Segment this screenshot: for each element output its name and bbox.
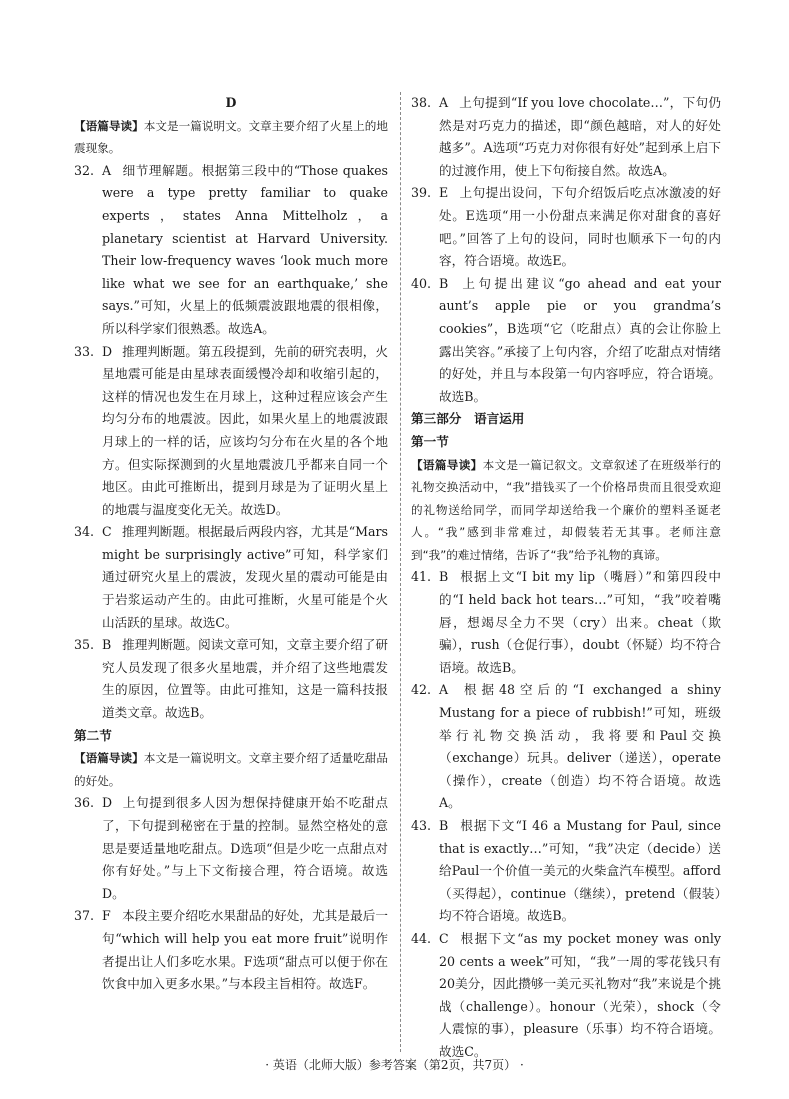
section-heading: 第一节 xyxy=(411,433,449,449)
answer-letter: D xyxy=(102,343,113,359)
answer-item-34 xyxy=(74,521,388,634)
explanation: 根据下文“as my pocket money was only 20 cents a week”可知，“我”一周的零花钱只有20美分，因此攒够一美元买礼物对“我”来说是个挑战（challenge）。honour（光荣），shock（令人震惊的事），pleasure（乐事）均不符合语境。故选C。 xyxy=(439,930,721,1059)
question-number: 35. xyxy=(74,637,95,653)
explanation: 推理判断题。根据最后两段内容，尤其是“Mars might be surprisingly active”可知，科学家们通过研究火星上的震波，发现火星的震动可能是由于岩浆运动产生的。由此可推断，火星可能是个火山活跃的星球。故选C。 xyxy=(102,524,389,630)
answer-item-33 xyxy=(74,341,388,522)
question-number: 36. xyxy=(74,795,95,811)
right-column xyxy=(411,92,721,1064)
question-number: 32. xyxy=(74,162,95,178)
question-number: 38. xyxy=(411,95,432,110)
answer-letter: F xyxy=(102,908,111,924)
question-number: 42. xyxy=(411,682,432,698)
explanation: 推理判断题。第五段提到，先前的研究表明，火星地震可能是由星球表面缓慢冷却和收缩引起的，这样的情况也发生在月球上，这种过程应该会产生均匀分布的地震波。因此，如果火星上的地震波跟月球上的一样的话，应该均匀分布在火星的各个地方。但实际探测到的火星地震波几乎都来自同一个地区。由此可推断出，提到月球是为了证明火星上的地震与温度变化无关。故选D。 xyxy=(102,343,388,517)
intro-tag: 【语篇导读】 xyxy=(74,118,144,133)
explanation: 细节理解题。根据第三段中的“Those quakes were a type pretty familiar to quake experts，states Anna Mittelholz，a planetary scientist at Harvard University. Their low-frequency waves ‘look much more like what we see for an earthquake,’ she says.”可知，火星上的低频震波跟地震的很相像，所以科学家们很熟悉。故选A。 xyxy=(102,162,388,336)
answer-item-38 xyxy=(411,92,721,182)
intro-text: 本文是一篇说明文。文章主要介绍了适量吃甜品的好处。 xyxy=(74,751,388,788)
intro-text: 本文是一篇说明文。文章主要介绍了火星上的地震现象。 xyxy=(74,118,388,156)
answer-item-42 xyxy=(411,679,721,815)
answer-item-41 xyxy=(411,566,721,679)
answer-letter: A xyxy=(439,682,449,698)
question-number: 44. xyxy=(411,930,432,946)
question-number: 41. xyxy=(411,569,432,585)
answer-letter: D xyxy=(102,795,113,811)
column-divider xyxy=(400,92,401,1052)
answer-item-43 xyxy=(411,815,721,928)
answer-item-36 xyxy=(74,792,388,905)
passage-intro xyxy=(74,115,388,160)
explanation: 上句提到很多人因为想保持健康开始不吃甜点了，下句提到秘密在于量的控制。显然空格处的意思是要适量地吃甜点。D选项“但是少吃一点甜点对你有好处。”与上下文衔接合理，符合语境。故选D。 xyxy=(102,795,388,901)
passage-intro xyxy=(411,454,721,567)
answer-letter: B xyxy=(439,275,449,291)
explanation: 上句提出建议“go ahead and eat your aunt’s apple pie or you grandma’s cookies”，B选项“它（吃甜点）真的会让你脸上露出笑容。”承接了上句内容，介绍了吃甜点对情绪的好处，并且与本段第一句内容呼应，符合语境。故选B。 xyxy=(439,275,721,404)
answer-letter: B xyxy=(439,569,449,585)
explanation: 推理判断题。阅读文章可知，文章主要介绍了研究人员发现了很多火星地震，并介绍了这些地震发生的原因，位置等。由此可推知，这是一篇科技报道类文章。故选B。 xyxy=(102,637,388,721)
explanation: 上句提到“If you love chocolate…”，下句仍然是对巧克力的描述，即“颜色越暗，对人的好处越多”。A选项“巧克力对你很有好处”起到承上启下的过渡作用，使上下句衔接自然。故选A。 xyxy=(439,95,721,178)
explanation: 根据上文“I bit my lip（嘴唇）”和第四段中的“I held back hot tears…”可知，“我”咬着嘴唇，想竭尽全力不哭（cry）出来。cheat（欺骗），rush（仓促行事），doubt（怀疑）均不符合语境。故选B。 xyxy=(439,569,721,675)
answer-letter: B xyxy=(102,637,112,653)
answer-letter: A xyxy=(102,162,112,178)
question-number: 37. xyxy=(74,908,95,924)
answer-letter: C xyxy=(102,524,112,540)
passage-intro xyxy=(74,747,388,792)
answer-item-44 xyxy=(411,928,721,1064)
explanation: 上句提出设问，下句介绍饭后吃点冰激凌的好处。E选项“用一小份甜点来满足你对甜食的喜好吧。”回答了上句的设问，同时也顺承下一句的内容，符合语境。故选E。 xyxy=(439,185,721,269)
answer-letter: E xyxy=(439,185,449,201)
answer-item-39 xyxy=(411,182,721,272)
question-number: 40. xyxy=(411,275,432,291)
question-number: 34. xyxy=(74,524,95,540)
answer-letter: A xyxy=(439,95,449,110)
answer-letter: C xyxy=(439,930,449,946)
page-footer: · 英语（北师大版）参考答案（第2页，共7页） · xyxy=(265,1058,524,1072)
answer-item-35 xyxy=(74,634,388,724)
section-heading: 第二节 xyxy=(74,727,112,743)
question-number: 43. xyxy=(411,818,432,833)
left-column xyxy=(74,92,388,996)
answer-item-32 xyxy=(74,160,388,341)
passage-letter: D xyxy=(225,95,237,110)
answer-item-40 xyxy=(411,273,721,409)
question-number: 39. xyxy=(411,185,432,201)
explanation: 本段主要介绍吃水果甜品的好处，尤其是最后一句“which will help you eat more fruit”说明作者提出让人们多吃水果。F选项“甜点可以便于你在饮食中加入更多水果。”与本段主旨相符。故选F。 xyxy=(102,908,388,992)
intro-tag: 【语篇导读】 xyxy=(74,751,144,766)
part-heading: 第三部分 语言运用 xyxy=(411,411,525,427)
explanation: 根据下文“I 46 a Mustang for Paul, since that is exactly…”可知，“我”决定（decide）送给Paul一个价值一美元的火柴盒汽车模型。afford（买得起），continue（继续），pretend（假装）均不符合语境。故选B。 xyxy=(439,818,721,924)
answer-letter: B xyxy=(439,818,449,833)
explanation: 根据48空后的“I exchanged a shiny Mustang for a piece of rubbish!”可知，班级举行礼物交换活动，我将要和Paul交换（exchange）玩具。deliver（递送），operate（操作），create（创造）均不符合语境。故选A。 xyxy=(439,682,721,811)
answer-item-37 xyxy=(74,905,388,995)
intro-tag: 【语篇导读】 xyxy=(411,457,483,472)
intro-text: 本文是一篇记叙文。文章叙述了在班级举行的礼物交换活动中，“我”措钱买了一个价格昂贵而且很受欢迎的礼物送给同学，而同学却送给我一个廉价的塑料圣诞老人。“我”感到非常难过，却假装若无其事。老师注意到“我”的难过情绪，告诉了“我”给予礼物的真谛。 xyxy=(411,457,721,562)
question-number: 33. xyxy=(74,343,95,359)
